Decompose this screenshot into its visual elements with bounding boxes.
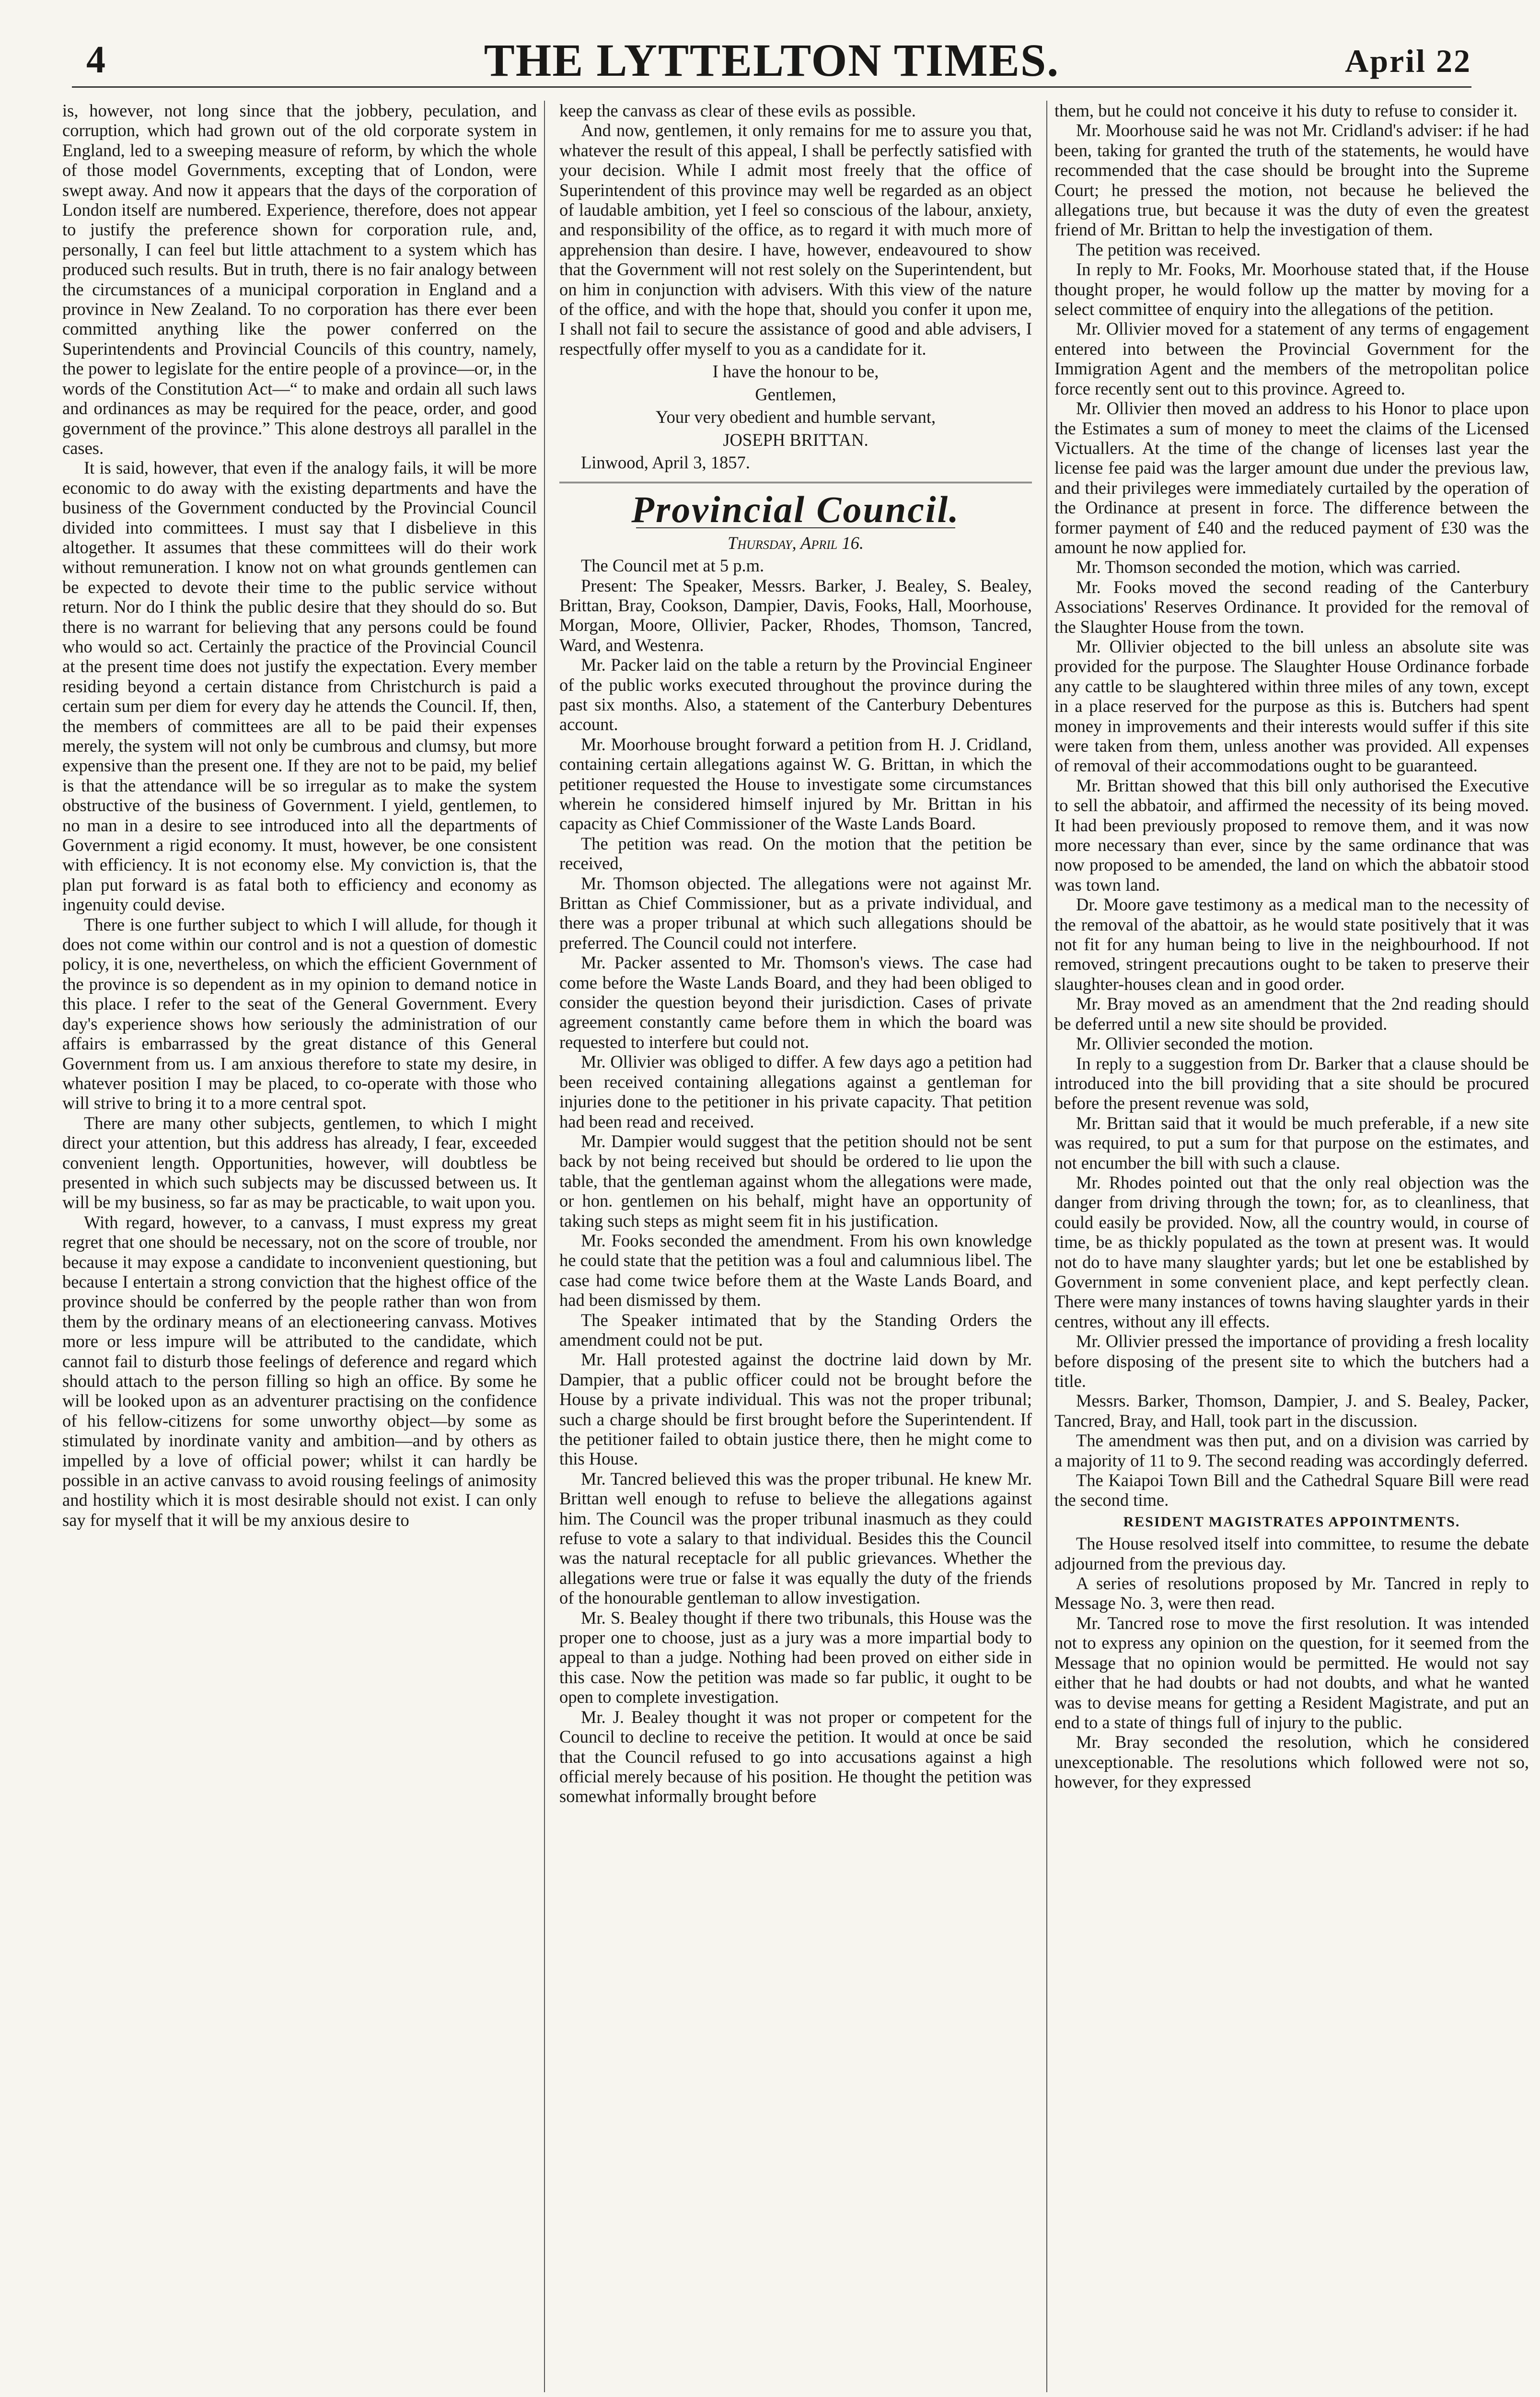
paragraph: The Speaker intimated that by the Standing Orders the amendment could not be put. xyxy=(559,1310,1032,1350)
paragraph: It is said, however, that even if the analogy fails, it will be more economic to do away with the existing departments and have the business of the Government conducted by the Provincial Council divided into committees. I must say that I disbelieve in this altogether. It assumes that these committees will do their work without remuneration. I know not on what grounds gentlemen can be expected to devote their time to the public service without return. Nor do I think the public desire that they should do so. But there is no warrant for believing that any persons could be found who would so act. Certainly the practice of the Provincial Council at the present time does not justify the expectation. Every member residing beyond a certain distance from Christchurch is paid a certain sum per diem for every day he attends the Council. If, then, the members of committees are all to be paid their expenses merely, the system will not only be cumbrous and clumsy, but more expensive than the present one. If they are not to be paid, my belief is that the attendance will be so irregular as to make the system obstructive of the business of Government. I yield, gentlemen, to no man in a desire to see introduced into all the departments of Government a rigid economy. It must, however, be one consistent with efficiency. It is not economy else. My conviction is, that the plan put forward is as fatal both to efficiency and economy as ingenuity could devise. xyxy=(62,458,537,915)
paragraph: And now, gentlemen, it only remains for me to assure you that, whatever the result of this appeal, I shall be perfectly satisfied with your decision. While I admit most freely that the office of Superintendent of this province may well be regarded as an object of laudable ambition, yet I feel so conscious of the labour, anxiety, and responsibility of the office, as to regard it with much more of apprehension than desire. I have, however, endeavoured to show that the Government will not rest solely on the Superintendent, but on him in conjunction with advisers. With this view of the nature of the office, and with the hope that, should you confer it upon me, I shall not fail to secure the assistance of good and able advisers, I respectfully offer myself to you as a candidate for it. xyxy=(559,120,1032,359)
session-date: Thursday, April 16. xyxy=(728,533,864,553)
paragraph: Mr. Thomson seconded the motion, which was carried. xyxy=(1076,557,1461,577)
paragraph: Mr. Dampier would suggest that the petition should not be sent back by not being received but should be ordered to lie upon the table, that the gentleman against whom the allegations were made, or hon. gentlemen on his behalf, might have an opportunity of taking such steps as might seem fit in his justification. xyxy=(559,1131,1032,1231)
paragraph: The Kaiapoi Town Bill and the Cathedral Square Bill were read the second time. xyxy=(1054,1470,1529,1510)
paragraph: Mr. Moorhouse brought forward a petition from H. J. Cridland, containing certain allegations against W. G. Brittan, in which the petitioner requested the House to investigate some circumstances wherein he considered himself injured by Mr. Brittan in his capacity as Chief Commissioner of the Waste Lands Board. xyxy=(559,734,1032,834)
paragraph: Mr. Ollivier objected to the bill unless an absolute site was provided for the purpose. The Slaughter House Ordinance forbade any cattle to be slaughtered within three miles of any town, except in a place reserved for the purpose as this is. Butchers had spent money in improvements and their interests would suffer if this site were taken from them, unless another was provided. All expenses of removal of their accommodations ought to be guaranteed. xyxy=(1054,636,1529,776)
column-3 xyxy=(1040,101,1540,2392)
section-divider xyxy=(559,482,1032,486)
signoff-line: Gentlemen, xyxy=(755,384,836,404)
paragraph: Mr. Brittan said that it would be much preferable, if a new site was required, to put a sum for that purpose on the estimates, and not encumber the bill with such a clause. xyxy=(1054,1113,1529,1173)
paragraph: Mr. Bray moved as an amendment that the 2nd reading should be deferred until a new site should be provided. xyxy=(1054,994,1529,1034)
paragraph: Present: The Speaker, Messrs. Barker, J. Bealey, S. Bealey, Brittan, Bray, Cookson, Dampier, Davis, Fooks, Hall, Moorhouse, Morgan, Moore, Ollivier, Packer, Rhodes, Thomson, Tancred, Ward, and Westenra. xyxy=(559,575,1032,655)
paragraph: Mr. Rhodes pointed out that the only real objection was the danger from driving through the town; for, as to cleanliness, that could easily be provided. Now, all the country would, in course of time, be as thickly populated as the town at present was. It would not do to have many slaughter yards; but let one be established by Government in some convenient place, and kept perfectly clean. There were many instances of towns having slaughter yards in their centres, without any ill effects. xyxy=(1054,1172,1529,1331)
page-number: 4 xyxy=(86,39,105,81)
issue-date: April 22 xyxy=(1345,43,1471,79)
signature-place-date: Linwood, April 3, 1857. xyxy=(581,452,750,472)
paragraph: is, however, not long since that the jobbery, peculation, and corruption, which had grown out of the old corporate system in England, led to a sweeping measure of reform, by which the whole of those model Governments, excepting that of London, were swept away. And now it appears that the days of the corporation of London itself are numbered. Experience, therefore, does not appear to justify the preference shown for corporation rule, and, personally, I can feel but little attachment to a system which has produced such results. But in truth, there is no fair analogy between the circumstances of a municipal corporation in England and a province in New Zealand. To no corporation has there ever been committed anything like the power conferred on the Superintendents and Provincial Councils of this country, namely, the power to legislate for the entire people of a province—or, in the words of the Constitution Act—“ to make and ordain all such laws and ordinances as may be required for the peace, order, and good government of the province.” This alone destroys all parallel in the cases. xyxy=(62,101,537,458)
paragraph: In reply to a suggestion from Dr. Barker that a clause should be introduced into the bill providing that a site should be procured before the present revenue was sold, xyxy=(1054,1053,1529,1113)
newspaper-title: THE LYTTELTON TIMES. xyxy=(484,35,1060,86)
signoff-line: Your very obedient and humble servant, xyxy=(655,407,936,427)
paragraph: Mr. Bray seconded the resolution, which he considered unexceptionable. The resolutions which followed were not so, however, for they expressed xyxy=(1054,1732,1529,1792)
paragraph: There are many other subjects, gentlemen, to which I might direct your attention, but this address has already, I fear, exceeded convenient length. Opportunities, however, will doubtless be presented in which such subjects may be discussed between us. It will be my business, so far as may be practicable, to wait upon you. xyxy=(62,1113,537,1212)
paragraph: keep the canvass as clear of these evils as possible. xyxy=(559,101,916,120)
paragraph: In reply to Mr. Fooks, Mr. Moorhouse stated that, if the House thought proper, he would follow up the matter by moving for a select committee of enquiry into the allegations of the petition. xyxy=(1054,259,1529,319)
column-1 xyxy=(48,101,551,2392)
paragraph: Mr. Ollivier moved for a statement of any terms of engagement entered into between the Provincial Government for the Immigration Agent and the members of the metropolitan police force recently sent out to this province. Agreed to. xyxy=(1054,319,1529,398)
paragraph: Mr. Hall protested against the doctrine laid down by Mr. Dampier, that a public officer could not be brought before the House by a private individual. This was not the proper tribunal; such a charge should be first brought before the Superintendent. If the petitioner failed to obtain justice there, then he might come to this House. xyxy=(559,1350,1032,1469)
paragraph: Messrs. Barker, Thomson, Dampier, J. and S. Bealey, Packer, Tancred, Bray, and Hall, took part in the discussion. xyxy=(1054,1391,1529,1431)
masthead xyxy=(72,19,1471,88)
paragraph: Mr. S. Bealey thought if there two tribunals, this House was the proper one to choose, just as a jury was a more impartial body to appeal to than a judge. Nothing had been proved on either side in this case. Now the petition was made so far public, it ought to be open to complete investigation. xyxy=(559,1607,1032,1707)
paragraph: There is one further subject to which I will allude, for though it does not come within our control and is not a question of domestic policy, it is one, nevertheless, on which the efficient Government of the province is so dependent as in my opinion to demand notice in this place. I refer to the seat of the General Government. Every day's experience shows how seriously the administration of our affairs is embarrassed by the great distance of this General Government from us. I am anxious therefore to state my desire, in whatever position I may be placed, to co-operate with those who will strive to bring it to a more central spot. xyxy=(62,914,537,1113)
paragraph: Mr. Ollivier then moved an address to his Honor to place upon the Estimates a sum of money to meet the claims of the Licensed Victuallers. At the time of the change of licenses last year the license fee paid was the larger amount due under the previous law, and their privileges were immediately curtailed by the operation of the Ordinance at present in force. The difference between the former payment of £40 and the reduced payment of £30 was the amount he now applied for. xyxy=(1054,398,1529,557)
section-heading: Provincial Council. xyxy=(631,489,960,531)
paragraph: The petition was read. On the motion that the petition be received, xyxy=(559,833,1032,873)
paragraph: With regard, however, to a canvass, I must express my great regret that one should be necessary, not on the score of trouble, nor because it may expose a candidate to inconvenient questioning, but because I entertain a strong conviction that the highest office of the province should be conferred by the people rather than won from them by the ordinary means of an electioneering canvass. Motives more or less impure will be attributed to the candidate, which cannot fail to disturb those feelings of deference and regard which should attach to the person filling so high an office. By some he will be looked upon as an adventurer practising on the confidence of his fellow-citizens for some unworthy object—by some as stimulated by inordinate vanity and ambition—and by others as impelled by a love of official power; whilst it can hardly be possible in an active canvass to avoid rousing feelings of animosity and hostility which it is most desirable should not exist. I can only say for myself that it will be my anxious desire to xyxy=(62,1212,537,1530)
paragraph: Mr. Packer laid on the table a return by the Provincial Engineer of the public works executed throughout the province during the past six months. Also, a statement of the Canterbury Debentures account. xyxy=(559,655,1032,734)
paragraph: The Council met at 5 p.m. xyxy=(581,556,764,576)
paragraph: Mr. Brittan showed that this bill only authorised the Executive to sell the abbatoir, and affirmed the necessity of its being moved. It had been previously proposed to remove them, and it was now more necessary than ever, since by the same ordinance that was now proposed to be amended, the land on which the abbatoir stood was town land. xyxy=(1054,775,1529,895)
paragraph: Mr. Moorhouse said he was not Mr. Cridland's adviser: if he had been, taking for granted the truth of the statements, he would have recommended that the case should be brought into the Supreme Court; he pressed the motion, not because he believed the allegations true, but because it was the duty of even the greatest friend of Mr. Brittan to help the investigation of them. xyxy=(1054,120,1529,240)
paragraph: them, but he could not conceive it his duty to refuse to consider it. xyxy=(1054,101,1518,120)
paragraph: Dr. Moore gave testimony as a medical man to the necessity of the removal of the abattoir, as he would state positively that it was not fit for any human being to live in the neighbourhood. If not removed, stringent precautions ought to be taken to preserve their slaughter-houses clean and in good order. xyxy=(1054,895,1529,994)
signoff-line: I have the honour to be, xyxy=(712,361,879,382)
paragraph: The amendment was then put, and on a division was carried by a majority of 11 to 9. The second reading was accordingly deferred. xyxy=(1054,1431,1529,1470)
paragraph: A series of resolutions proposed by Mr. Tancred in reply to Message No. 3, were then read. xyxy=(1054,1573,1529,1613)
paragraph: Mr. Tancred believed this was the proper tribunal. He knew Mr. Brittan well enough to refuse to believe the allegations against him. The Council was the proper tribunal inasmuch as they could refuse to vote a salary to that individual. Besides this the Council was the natural receptacle for all public grievances. Whether the allegations were true or false it was equally the duty of the friends of the honourable gentleman to allow investigation. xyxy=(559,1468,1032,1608)
paragraph: Mr. Ollivier was obliged to differ. A few days ago a petition had been received containing allegations against a gentleman for injuries done to the petitioner in his private capacity. That petition had been read and received. xyxy=(559,1052,1032,1131)
subheading: RESIDENT MAGISTRATES APPOINTMENTS. xyxy=(1123,1513,1460,1530)
paragraph: Mr. Ollivier seconded the motion. xyxy=(1076,1034,1313,1054)
paragraph: Mr. Fooks moved the second reading of the Canterbury Associations' Reserves Ordinance. It provided for the removal of the Slaughter House from the town. xyxy=(1054,577,1529,637)
paragraph: Mr. J. Bealey thought it was not proper or competent for the Council to decline to receive the petition. It would at once be said that the Council refused to go into accusations against a high official merely because of his position. He thought the petition was somewhat informally brought before xyxy=(559,1707,1032,1806)
paragraph: Mr. Thomson objected. The allegations were not against Mr. Brittan as Chief Commissioner, but as a private individual, and there was a proper tribunal at which such allegations should be preferred. The Council could not interfere. xyxy=(559,873,1032,953)
paragraph: Mr. Ollivier pressed the importance of providing a fresh locality before disposing of the present site to which the butchers had a title. xyxy=(1054,1331,1529,1391)
paragraph: The House resolved itself into committee, to resume the debate adjourned from the previous day. xyxy=(1054,1534,1529,1573)
paragraph: The petition was received. xyxy=(1076,239,1261,259)
paragraph: Mr. Tancred rose to move the first resolution. It was intended not to express any opinion on the question, for it seemed from the Message that no opinion would be permitted. He would not say either that he had doubts or had not doubts, and what he wanted was to devise means for getting a Resident Magistrate, and put an end to a state of things full of injury to the public. xyxy=(1054,1613,1529,1732)
paragraph: Mr. Packer assented to Mr. Thomson's views. The case had come before the Waste Lands Board, and they had been obliged to consider the question beyond their jurisdiction. Cases of private agreement constantly came before them in which the board was requested to interfere but could not. xyxy=(559,953,1032,1052)
paragraph: Mr. Fooks seconded the amendment. From his own knowledge he could state that the petition was a foul and calumnious libel. The case had come twice before them at the Waste Lands Board, and had been dismissed by them. xyxy=(559,1230,1032,1310)
signature-name: JOSEPH BRITTAN. xyxy=(723,430,868,450)
column-2 xyxy=(544,101,1047,2392)
